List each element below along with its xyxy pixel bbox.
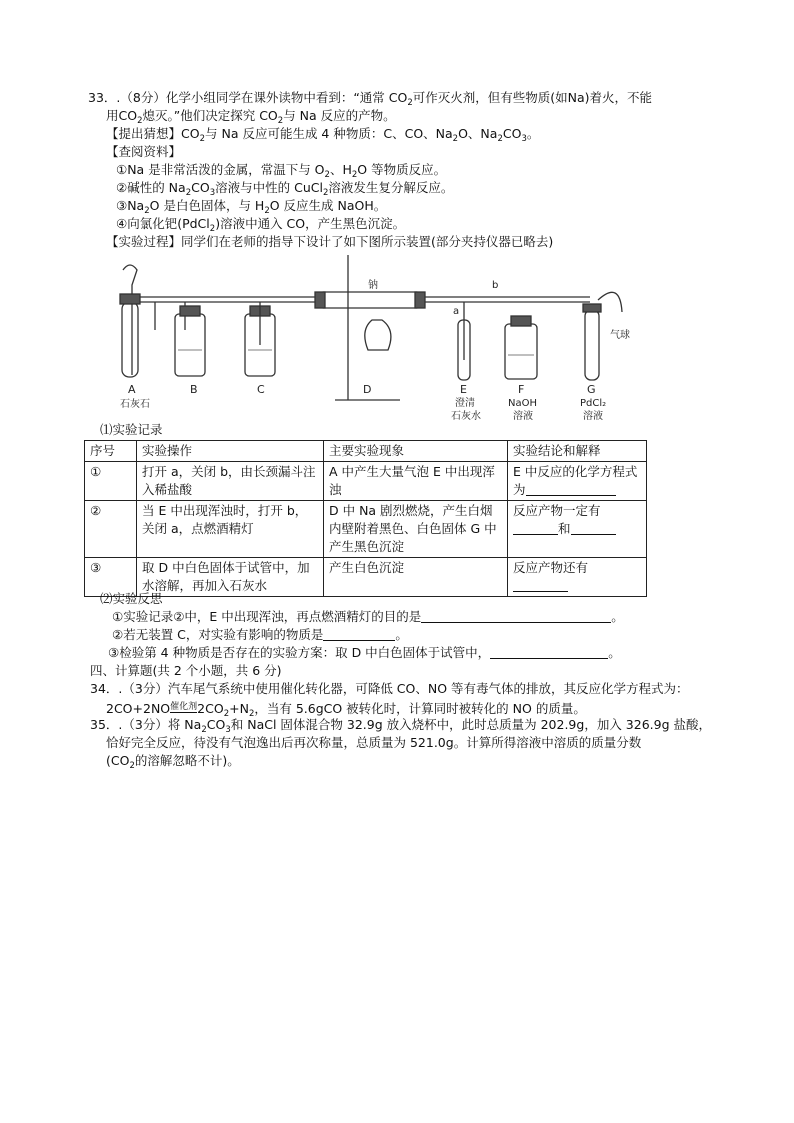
info-title: 【查阅资料】 [106, 144, 182, 159]
record-title: ⑴实验记录 [100, 422, 163, 437]
info-3: $③Na_2O$ 是白色固体，与 $H_2O$ 反应生成 NaOH。 [116, 198, 387, 216]
header-cell: 主要实验现象 [324, 441, 508, 462]
hypothesis: 【提出猜想】$CO_2$与 Na 反应可能生成 4 种物质：C、CO、$Na_2O$、$Na_2CO_3$。 [106, 126, 540, 144]
table-row: ② 当 E 中出现浑浊时，打开 b，关闭 a，点燃酒精灯 D 中 Na 剧烈燃烧，产生白烟内壁附着黑色、白色固体 G 中产生黑色沉淀 反应产物一定有 和 [85, 501, 647, 558]
q35-line1: 35．.（3分）将 $Na_2CO_3$和 NaCl 固体混合物 32.9g 放入烧杯中，此时总质量为 202.9g，加入 326.9g 盐酸， [90, 717, 711, 735]
label-e: E [460, 383, 467, 396]
q35-line2: 恰好完全反应，待没有气泡逸出后再次称量，总质量为 521.0g。计算所得溶液中溶质的质量分数 [106, 735, 642, 750]
table-row: ① 打开 a，关闭 b，由长颈漏斗注入稀盐酸 A 中产生大量气泡 E 中出现浑浊 E 中反应的化学方程式为 [85, 462, 647, 501]
table-row: ③ 取 D 中白色固体于试管中，加水溶解，再加入石灰水 产生白色沉淀 反应产物还有 [85, 558, 647, 597]
header-cell: 实验操作 [137, 441, 324, 462]
q34-line2: $2CO+2NO^{催化剂}2CO_2+N_2$，当有 5.6gCO 被转化时，计算同时被转化的 NO 的质量。 [106, 701, 586, 719]
record-table [84, 440, 647, 597]
info-2: ②碱性的 $Na_2CO_3$溶液与中性的 CuCl$_2$溶液发生复分解反应。 [116, 180, 454, 198]
header-cell: 序号 [85, 441, 137, 462]
label-b: B [190, 383, 198, 396]
process: 【实验过程】同学们在老师的指导下设计了如下图所示装置(部分夹持仪器已略去) [106, 234, 554, 249]
label-g-sub2: 溶液 [583, 411, 603, 422]
label-g-sub1: PdCl₂ [580, 398, 607, 409]
q34-line1: 34．.（3分）汽车尾气系统中使用催化转化器，可降低 CO、NO 等有毒气体的排放，其反应化学方程式为： [90, 681, 689, 696]
info-4: ④向氯化钯(PdCl$_2$)溶液中通入 CO，产生黑色沉淀。 [116, 216, 406, 234]
label-d: D [363, 383, 372, 396]
reflect-title: ⑵实验反思 [100, 591, 163, 606]
label-f-sub1: NaOH [508, 398, 537, 409]
info-1: ①Na 是非常活泼的金属，常温下与 $O_2$、$H_2O$ 等物质反应。 [116, 162, 447, 180]
reflect-2: ②若无装置 C，对实验有影响的物质是 。 [112, 627, 408, 642]
label-a: A [128, 383, 136, 396]
label-a-sub: 石灰石 [120, 399, 150, 410]
funnel-a [123, 265, 137, 375]
label-balloon: 气球 [610, 330, 630, 341]
label-e-sub2: 石灰水 [451, 411, 481, 422]
q33-line1: 33．.（8分）化学小组同学在课外读物中看到：“通常 $CO_2$可作灭火剂，但有些物质(如Na)着火，不能 [88, 90, 653, 108]
header-cell: 实验结论和解释 [508, 441, 647, 462]
label-valve-b: b [492, 280, 499, 291]
label-f: F [518, 383, 525, 396]
table-header-row [85, 441, 647, 462]
q35-line3: ($CO_2$的溶解忽略不计)。 [106, 753, 240, 771]
label-valve-a: a [453, 306, 460, 317]
label-na: 钠 [368, 280, 378, 291]
q33-line2: 用$CO_2$熄灭。”他们决定探究 $CO_2$与 Na 反应的产物。 [106, 108, 396, 126]
part4-heading: 四、计算题(共 2 个小题，共 6 分) [90, 663, 282, 678]
label-g: G [587, 383, 596, 396]
reflect-1: ①实验记录②中，E 中出现浑浊，再点燃酒精灯的目的是 。 [112, 609, 624, 624]
label-f-sub2: 溶液 [513, 411, 533, 422]
apparatus-diagram [110, 250, 640, 422]
reflect-3: ③检验第 4 种物质是否存在的实验方案：取 D 中白色固体于试管中， 。 [108, 645, 621, 660]
label-c: C [257, 383, 265, 396]
label-e-sub1: 澄清 [455, 398, 475, 409]
